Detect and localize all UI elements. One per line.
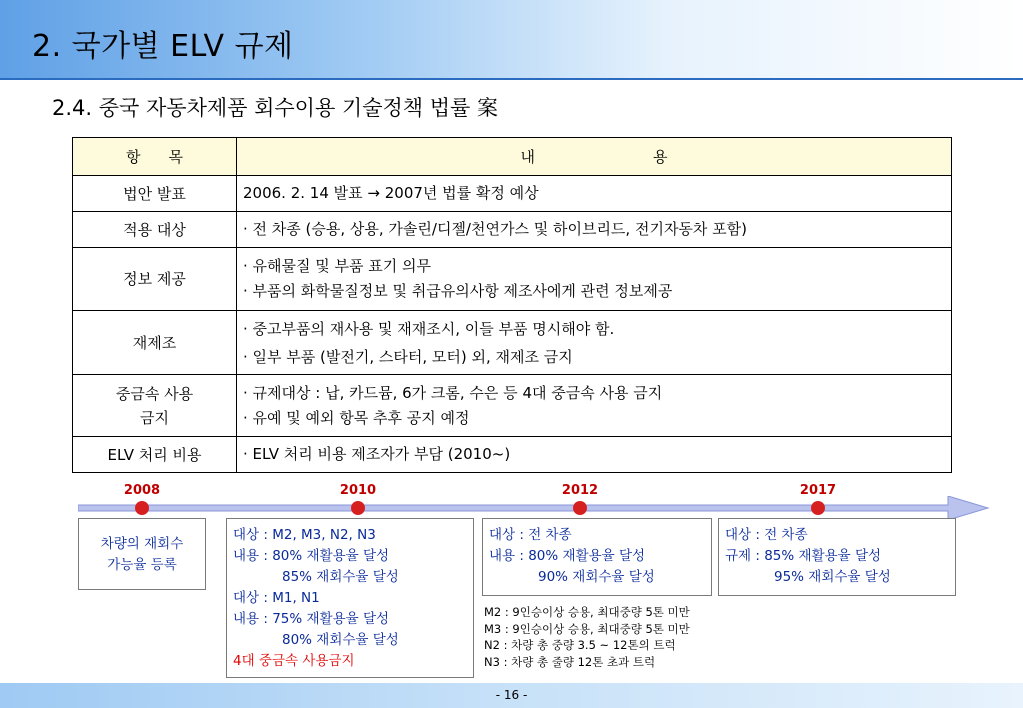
milestone-box-2008: 차량의 재회수 가능율 등록: [78, 518, 206, 590]
table-row: [73, 311, 952, 375]
row-content: · 규제대상 : 납, 카드뮴, 6가 크롬, 수은 등 4대 중금속 사용 금지 · 유예 및 예외 항목 추후 공지 예정: [237, 375, 952, 437]
row-label: 정보 제공: [73, 248, 237, 311]
section-subtitle: 2.4. 중국 자동차제품 회수이용 기술정책 법률 案: [52, 96, 498, 120]
table-header-row: [73, 138, 952, 176]
year-2010: 2010: [339, 483, 377, 498]
timeline-dot-2017: [811, 501, 825, 515]
row-label: 법안 발표: [73, 176, 237, 212]
regulation-table: [72, 137, 952, 473]
milestone-box-2010: 대상 : M2, M3, N2, N3 내용 : 80% 재활용율 달성 85% 재회수율 달성 대상 : M1, N1 내용 : 75% 재활용율 달성 80% 재회수율 달성 4대 중금속 사용금지: [226, 518, 474, 678]
milestone-box-2017: 대상 : 전 차종 규제 : 85% 재활용율 달성 95% 재회수율 달성: [718, 518, 956, 596]
row-label: 재제조: [73, 311, 237, 375]
page-number: - 16 -: [495, 688, 528, 702]
year-2012: 2012: [561, 483, 599, 498]
row-label: 적용 대상: [73, 212, 237, 248]
header-item: 항 목: [73, 138, 237, 176]
page-title: 2. 국가별 ELV 규제: [32, 29, 294, 64]
row-content: · ELV 처리 비용 제조자가 부담 (2010~): [237, 437, 952, 473]
table-row: [73, 375, 952, 437]
header-content: 내 용: [237, 138, 952, 176]
table-row: [73, 212, 952, 248]
row-label: 중금속 사용 금지: [73, 375, 237, 437]
row-content: · 전 차종 (승용, 상용, 가솔린/디젤/천연가스 및 하이브리드, 전기자동차 포함): [237, 212, 952, 248]
timeline-dot-2012: [573, 501, 587, 515]
row-content: · 유해물질 및 부품 표기 의무 · 부품의 화학물질정보 및 취급유의사항 제조사에게 관련 정보제공: [237, 248, 952, 311]
table-row: [73, 437, 952, 473]
table-row: [73, 248, 952, 311]
timeline-dot-2010: [351, 501, 365, 515]
row-content: 2006. 2. 14 발표 → 2007년 법률 확정 예상: [237, 176, 952, 212]
milestone-box-2012: 대상 : 전 차종 내용 : 80% 재활용율 달성 90% 재회수율 달성: [482, 518, 712, 596]
row-content: · 중고부품의 재사용 및 재재조시, 이들 부품 명시해야 함. · 일부 부품 (발전기, 스타터, 모터) 외, 재제조 금지: [237, 311, 952, 375]
year-2008: 2008: [123, 483, 161, 498]
year-2017: 2017: [799, 483, 837, 498]
vehicle-class-notes: M2 : 9인승이상 승용, 최대중량 5톤 미만 M3 : 9인승이상 승용, 최대중량 5톤 미만 N2 : 차량 총 중량 3.5 ~ 12톤의 트럭 N3 : 차량 총 줄량 12톤 초과 트럭: [484, 605, 690, 669]
row-label: ELV 처리 비용: [73, 437, 237, 473]
timeline-dot-2008: [135, 501, 149, 515]
table-row: [73, 176, 952, 212]
header-divider: [0, 78, 1023, 80]
